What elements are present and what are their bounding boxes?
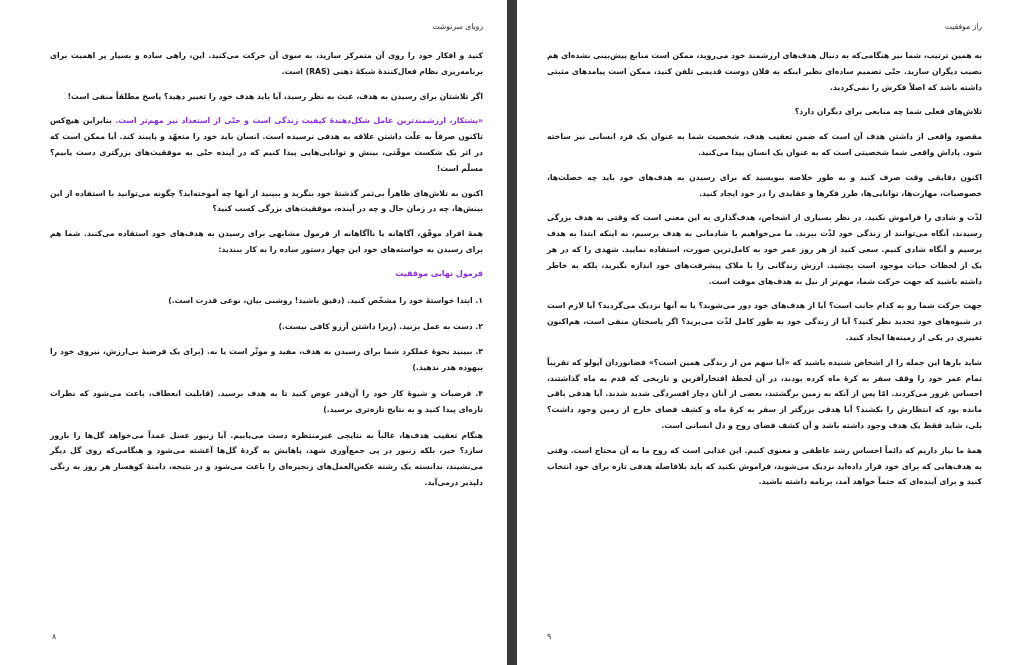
paragraph: کنید و افکار خود را روی آن متمرکز سازید، به سوی آن حرکت می‌کنید. این، راهی ساده و بسیار پر اهمیت برای برنامه‌ریزی نظام فعال‌کنندهٔ شبکهٔ ذهنی (RAS) است. (50, 51, 483, 76)
paragraph-highlighted (50, 113, 483, 176)
paragraph: تلاش‌های فعلی شما چه منابعی برای دیگران دارد؟ (794, 107, 982, 117)
paragraph: هنگام تعقیب هدف‌ها، غالباً به نتایجی غیرمنتظره دست می‌یابیم. آیا زنبور عسل عمداً می‌خواهد گل‌ها را بارور سازد؟ خیر، بلکه زنبور در پی جمع‌آوری شهد، پاهایش به گردهٔ گل‌ها آغشته می‌شود و هنگامی‌که روی گل دیگر می‌نشیند، ندانسته یک رشته عکس‌العمل‌های زنجیره‌ای را باعث می‌شود و در نتیجه، دامنهٔ کوهسار هر روز به رنگی دلپذیر درمی‌آید. (50, 430, 483, 487)
running-head-right: راز موفقیت (944, 22, 982, 31)
page-gutter (507, 0, 517, 665)
paragraph: اکنون دقایقی وقت صرف کنید و به طور خلاصه بنویسید که برای رسیدن به هدف‌های خود باید چه خصلت‌ها، خصوصیات، مهارت‌ها، توانایی‌ها، طرز فکرها و عقایدی را در خود ایجاد کنید. (547, 172, 982, 198)
list-item: ۲. دست به عمل بزنید. (زیرا داشتن آرزو کافی نیست.) (278, 321, 483, 331)
page-number-left: ۸ (52, 632, 57, 641)
formula-heading: فرمول نهایی موفقیت (395, 268, 483, 278)
page-number-right: ۹ (547, 632, 552, 641)
paragraph: شاید بارها این جمله را از اشخاص شنیده باشید که «آیا سهم من از زندگی همین است؟» فضانوردان آپولو که تقریباً تمام عمر خود را وقف سفر به کرهٔ ماه کرده بودند، در آن لحظهٔ افتخارآفرین و تاریخی که قدم به ماه گذاشتند، احساس غرور می‌کردند. امّا پس از آنکه به زمین برگشتند، بعضی از آنان دچار افسردگی شدید شدند. آیا هدفی باقی مانده بود که انتظارش را بکشند؟ آیا هدفی بزرگتر از سفر به کرهٔ ماه و کشف فضای خارج از زمین وجود داشت؟ بلی، شاید فقط یک هدف وجود داشته باشد و آن کشف فضای روح و دل انسانی است. (547, 357, 982, 430)
highlight-continuation: بنابراین هیچ‌کس تاکنون صرفاً به علّت داشتن علاقه به هدفی نرسیده است. انسان باید خود را متعهّد و پایبند کند. آیا ممکن است که در اثر یک شکست موقّتی، بینش و توانایی‌هایی پیدا کنیم که در آینده حتّی به موفقیت‌های بزرگتری دست یابیم؟ مسلّم است! (50, 116, 483, 173)
paragraph: اکنون به تلاش‌های ظاهراً بی‌ثمر گذشتهٔ خود بنگرید و ببینید از آنها چه آموخته‌اید؟ چگونه می‌توانید با استفاده از این بینش‌ها، چه در زمان حال و چه در آینده، موفقیت‌های بزرگی کسب کنید؟ (50, 188, 483, 214)
paragraph: لذّت و شادی را فراموش نکنید. در نظر بسیاری از اشخاص، هدف‌گذاری به این معنی است که وقتی به هدف بزرگی رسیدند، آنگاه می‌توانند از زندگی خود لذّت ببرند. ما می‌خواهیم با شادمانی به هدف برسیم، نه اینکه ابتدا به هدف برسیم و آنگاه شادی کنیم. سعی کنید از هر روز عمر خود به کامل‌ترین صورت، استفاده نمایید. شهدی را که در هر یک از لحظات حیات موجود است بچشید. ارزش زندگانی را با ملاک پیشرفت‌های خود اندازه نگیرید، بلکه به خاطر داشته باشید که جهت حرکت شما، مهم‌تر از نیل به هدف‌های موقت است. (547, 213, 982, 286)
running-head-left: رویای سرنوشت (432, 22, 483, 31)
list-item: ۳. ببینید نحوهٔ عملکرد شما برای رسیدن به هدف، مفید و موثّر است یا نه. (برای یک فرضیهٔ بی‌ارزش، نیروی خود را بیهوده هدر ندهید.) (50, 347, 483, 373)
left-page (0, 0, 507, 665)
list-item: ۱. ابتدا خواستهٔ خود را مشخّص کنید. (دقیق باشید! روشنی بیان، نوعی قدرت است.) (168, 295, 483, 305)
paragraph: همهٔ افراد موفّق، آگاهانه یا ناآگاهانه از فرمول مشابهی برای رسیدن به هدف‌های خود استفاده می‌کنند. شما هم برای رسیدن به خواسته‌های خود این چهار دستور ساده را به کار ببندید: (50, 229, 483, 254)
paragraph: مقصود واقعی از داشتن هدف آن است که ضمن تعقیب هدف، شخصیت شما به عنوان یک فرد انسانی نیز ساخته شود. پاداش واقعی شما شخصیتی است که به عنوان یک انسان پیدا می‌کنید. (547, 132, 982, 157)
paragraph: جهت حرکت شما رو به کدام جانب است؟ آیا از هدف‌های خود دور می‌شوید؟ یا به آنها نزدیک می‌گردید؟ آیا لازم است در شیوه‌های خود تجدید نظر کنید؟ آیا از زندگی خود به طور کامل لذّت می‌برید؟ اگر پاسختان منفی است، هم‌اکنون تغییری در یکی از زمینه‌ها ایجاد کنید. (547, 301, 982, 342)
list-item: ۴. فرضیات و شیوهٔ کار خود را آن‌قدر عوض کنید تا به هدف برسید. (قابلیت انعطاف، باعث می‌شود که نظرات تازه‌ای پیدا کنید و به نتایج تازه‌تری برسید.) (50, 388, 483, 414)
paragraph: به همین ترتیب، شما نیز هنگامی‌که به دنبال هدف‌های ارزشمند خود می‌روید، ممکن است منابع پیش‌بینی نشده‌ای هم نصیب دیگران سازید. حتّی تصمیم ساده‌ای نظیر اینکه به فلان دوست قدیمی تلفن کنید، ممکن است پیامدهای مثبتی داشته باشد که اصلاً فکرش را نمی‌کردید. (547, 51, 982, 92)
right-page (517, 0, 1024, 665)
highlight-sentence: «پشتکار، ارزشمندترین عامل شکل‌دهندهٔ کیفیت زندگی است و حتّی از استعداد نیز مهم‌تر است. (115, 116, 484, 126)
paragraph: اگر تلاشتان برای رسیدن به هدف، عبث به نظر رسید، آیا باید هدف خود را تغییر دهید؟ پاسخ مطلقاً منفی است! (67, 91, 483, 101)
paragraph: همهٔ ما نیاز داریم که دائماً احساس رشد عاطفی و معنوی کنیم. این غذایی است که روح ما به آن محتاج است. وقتی به هدف‌هایی که برای خود قرار داده‌اید نزدیک می‌شوید، فراموش نکنید که باید بلافاصله هدفی تازه برای خود انتخاب کنید و برای آینده‌ای که حتماً خواهد آمد، برنامه داشته باشید. (547, 445, 982, 487)
